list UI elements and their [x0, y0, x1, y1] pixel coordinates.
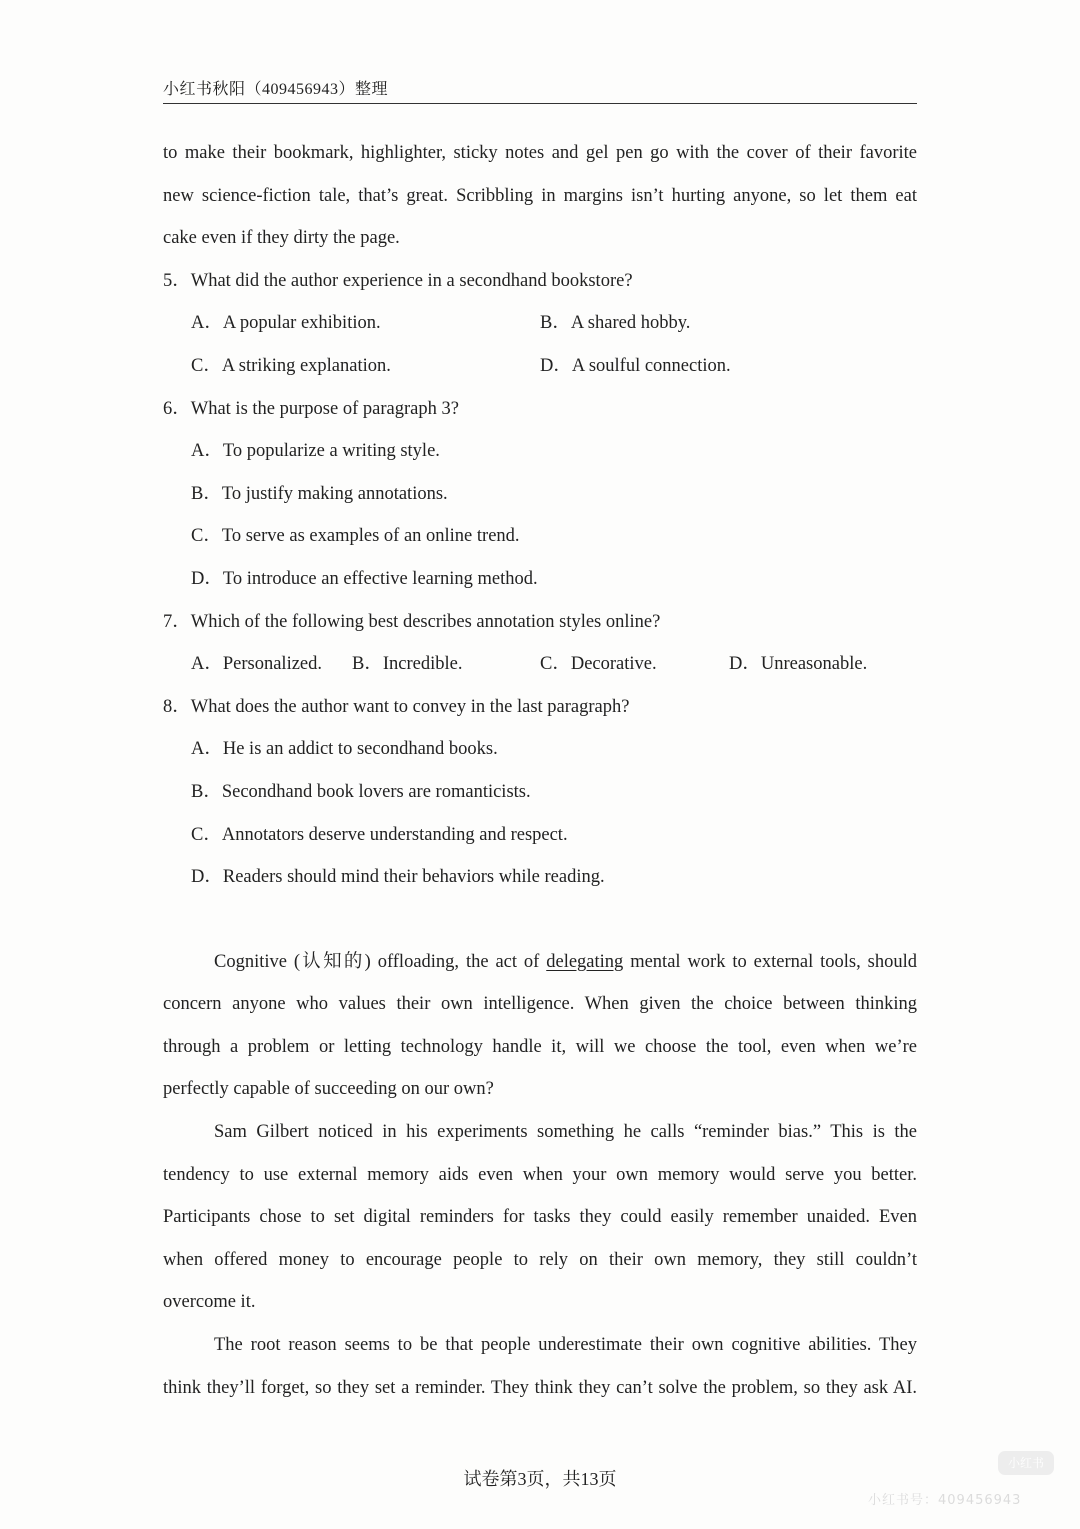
- passage-line: tendency to use external memory aids even when your own memory would serve you better.: [163, 1164, 917, 1185]
- passage-line: through a problem or letting technology handle it, will we choose the tool, even when we’re: [163, 1036, 917, 1057]
- question-stem: 7．Which of the following best describes annotation styles online?: [163, 611, 661, 632]
- passage-text: mental work to external tools, should: [623, 951, 917, 972]
- option: D．To introduce an effective learning method.: [191, 568, 538, 589]
- passage-line: The root reason seems to be that people underestimate their own cognitive abilities. They: [214, 1335, 917, 1356]
- option: B．Secondhand book lovers are romanticists.: [191, 781, 531, 802]
- passage-line: Sam Gilbert noticed in his experiments something he calls “reminder bias.” This is the: [214, 1122, 917, 1143]
- question-stem: 8．What does the author want to convey in the last paragraph?: [163, 696, 630, 717]
- option: A．To popularize a writing style.: [191, 441, 440, 462]
- option: B．To justify making annotations.: [191, 483, 448, 504]
- option: A．He is an addict to secondhand books.: [191, 739, 498, 760]
- section-gap: [163, 899, 917, 941]
- passage-line: concern anyone who values their own intelligence. When given the choice between thinking: [163, 994, 917, 1015]
- passage-line: when offered money to encourage people to rely on their own memory, they still couldn’t: [163, 1249, 917, 1270]
- text-line: to make their bookmark, highlighter, sticky notes and gel pen go with the cover of their favorite: [163, 143, 917, 163]
- text-line: cake even if they dirty the page.: [163, 228, 400, 249]
- page-content: [163, 132, 917, 1409]
- option-row: [163, 643, 917, 686]
- option: B．Incredible.: [352, 654, 463, 675]
- passage-text: Cognitive (认知的) offloading, the act of: [214, 951, 547, 972]
- option: A．A popular exhibition.: [191, 313, 381, 334]
- watermark-id: 小红书号：409456943: [868, 1493, 1022, 1508]
- passage-line: [163, 941, 917, 984]
- passage-line: perfectly capable of succeeding on our own?: [163, 1079, 494, 1100]
- question-stem: 5．What did the author experience in a secondhand bookstore?: [163, 270, 633, 291]
- option: B．A shared hobby.: [540, 313, 691, 334]
- option: C．Decorative.: [540, 654, 657, 675]
- option-row: [163, 302, 917, 345]
- option: C．Annotators deserve understanding and respect.: [191, 824, 568, 845]
- option-row: [163, 345, 917, 388]
- option: A．Personalized.: [191, 654, 323, 675]
- option: D．A soulful connection.: [540, 355, 731, 376]
- watermark-logo: 小红书: [998, 1451, 1054, 1475]
- passage-line: think they’ll forget, so they set a reminder. They think they can’t solve the problem, so they ask AI.: [163, 1377, 917, 1398]
- option: D．Unreasonable.: [729, 654, 868, 675]
- option: C．A striking explanation.: [191, 355, 391, 376]
- passage-line: overcome it.: [163, 1292, 256, 1313]
- page-footer: 试卷第3页，共13页: [463, 1469, 617, 1489]
- text-line: new science-fiction tale, that’s great. Scribbling in margins isn’t hurting anyone, so let them eat: [163, 185, 917, 206]
- page-header: 小红书秋阳（409456943）整理: [163, 76, 917, 104]
- option: D．Readers should mind their behaviors while reading.: [191, 867, 605, 888]
- underlined-word: delegating: [546, 951, 624, 972]
- question-stem: 6．What is the purpose of paragraph 3?: [163, 398, 459, 419]
- passage-line: Participants chose to set digital reminders for tasks they could easily remember unaided. Even: [163, 1207, 917, 1228]
- option: C．To serve as examples of an online trend.: [191, 526, 520, 547]
